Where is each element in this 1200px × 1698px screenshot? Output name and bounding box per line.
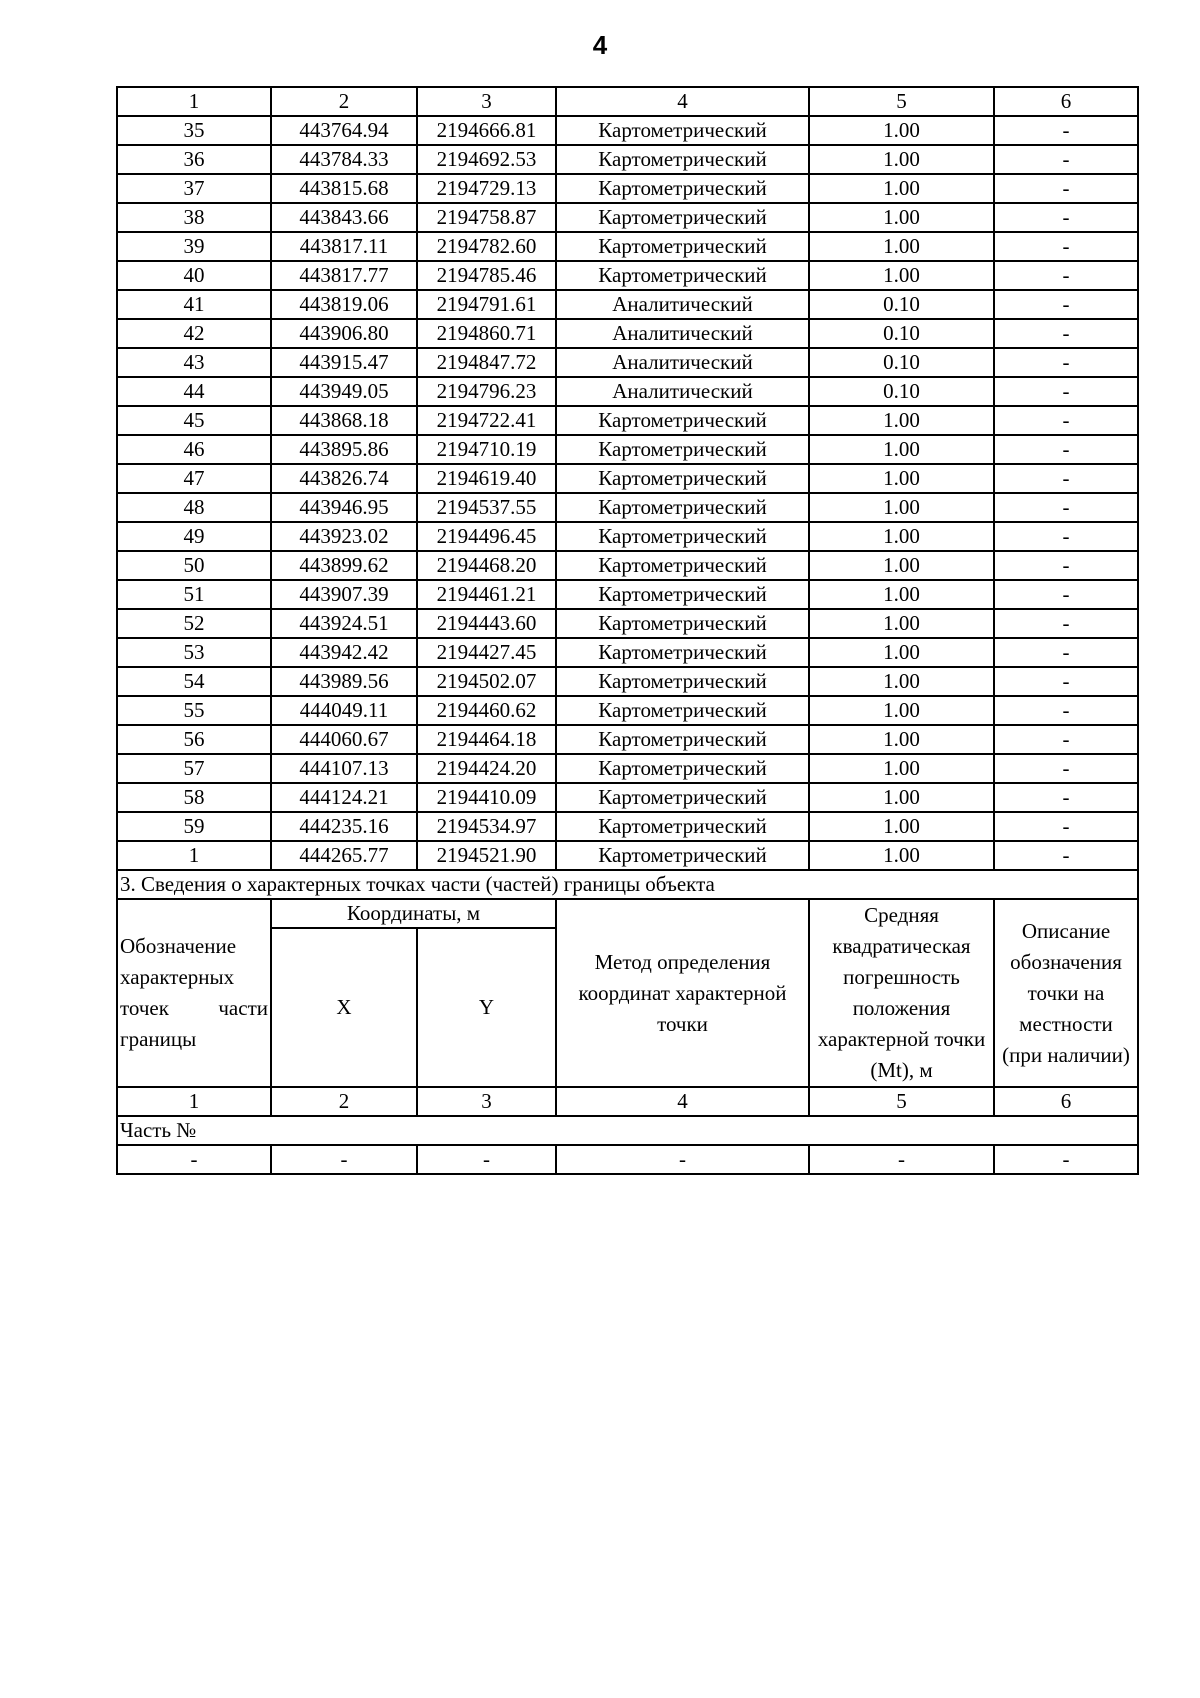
- table-row: [117, 261, 1138, 290]
- method-cell: Картометрический: [556, 841, 809, 870]
- x-coordinate-cell: 444060.67: [271, 725, 417, 754]
- x-coordinate-cell: 443895.86: [271, 435, 417, 464]
- x-header: X: [271, 928, 417, 1087]
- mt-cell: 1.00: [809, 696, 994, 725]
- point-number-cell: 35: [117, 116, 271, 145]
- y-coordinate-cell: 2194710.19: [417, 435, 556, 464]
- designation-word: точек: [120, 996, 169, 1020]
- table-row: [117, 812, 1138, 841]
- description-cell: -: [994, 754, 1138, 783]
- column-number: 2: [271, 87, 417, 116]
- description-cell: -: [994, 232, 1138, 261]
- mt-cell: 0.10: [809, 348, 994, 377]
- point-number-cell: 36: [117, 145, 271, 174]
- description-cell: -: [994, 638, 1138, 667]
- table-row: [117, 580, 1138, 609]
- y-coordinate-cell: 2194722.41: [417, 406, 556, 435]
- x-coordinate-cell: 443924.51: [271, 609, 417, 638]
- table-row: [117, 435, 1138, 464]
- column-number: 6: [994, 87, 1138, 116]
- y-coordinate-cell: 2194729.13: [417, 174, 556, 203]
- table-row: [117, 116, 1138, 145]
- table-row: [117, 551, 1138, 580]
- point-number-cell: 44: [117, 377, 271, 406]
- table-row: [117, 522, 1138, 551]
- point-number-cell: 55: [117, 696, 271, 725]
- description-cell: -: [994, 319, 1138, 348]
- point-number-cell: 52: [117, 609, 271, 638]
- method-cell: Аналитический: [556, 290, 809, 319]
- y-coordinate-cell: 2194468.20: [417, 551, 556, 580]
- method-header: Метод определения координат характерной точки: [556, 899, 809, 1087]
- table-row: [117, 290, 1138, 319]
- point-number-cell: 46: [117, 435, 271, 464]
- x-coordinate-cell: 443899.62: [271, 551, 417, 580]
- description-cell: -: [994, 783, 1138, 812]
- method-cell: Аналитический: [556, 377, 809, 406]
- description-cell: -: [994, 841, 1138, 870]
- y-coordinate-cell: 2194619.40: [417, 464, 556, 493]
- description-cell: -: [994, 290, 1138, 319]
- method-cell: Картометрический: [556, 783, 809, 812]
- x-coordinate-cell: 444049.11: [271, 696, 417, 725]
- table-row: [117, 754, 1138, 783]
- point-number-cell: 56: [117, 725, 271, 754]
- description-cell: -: [994, 261, 1138, 290]
- description-cell: -: [994, 203, 1138, 232]
- method-cell: Картометрический: [556, 145, 809, 174]
- table-row: [117, 464, 1138, 493]
- part-label-row: [117, 1116, 1138, 1145]
- description-cell: -: [994, 116, 1138, 145]
- description-cell: -: [994, 522, 1138, 551]
- y-coordinate-cell: 2194847.72: [417, 348, 556, 377]
- y-coordinate-cell: 2194502.07: [417, 667, 556, 696]
- mt-cell: 1.00: [809, 812, 994, 841]
- x-coordinate-cell: 443907.39: [271, 580, 417, 609]
- description-cell: -: [994, 696, 1138, 725]
- method-cell: Картометрический: [556, 812, 809, 841]
- mt-cell: 0.10: [809, 290, 994, 319]
- mt-cell: 1.00: [809, 783, 994, 812]
- x-coordinate-cell: 444124.21: [271, 783, 417, 812]
- description-cell: -: [994, 580, 1138, 609]
- y-coordinate-cell: 2194692.53: [417, 145, 556, 174]
- y-coordinate-cell: 2194791.61: [417, 290, 556, 319]
- table-row: [117, 174, 1138, 203]
- x-coordinate-cell: 443942.42: [271, 638, 417, 667]
- y-coordinate-cell: 2194424.20: [417, 754, 556, 783]
- x-coordinate-cell: 443915.47: [271, 348, 417, 377]
- method-cell: Картометрический: [556, 261, 809, 290]
- table-row: [117, 667, 1138, 696]
- designation-word: части: [218, 996, 268, 1020]
- designation-line: [120, 993, 268, 1024]
- point-number-cell: 47: [117, 464, 271, 493]
- method-cell: Картометрический: [556, 609, 809, 638]
- y-coordinate-cell: 2194521.90: [417, 841, 556, 870]
- table-row: [117, 609, 1138, 638]
- column-number: 4: [556, 87, 809, 116]
- description-cell: -: [994, 667, 1138, 696]
- table-row: [117, 493, 1138, 522]
- table-row: [117, 725, 1138, 754]
- point-number-cell: 58: [117, 783, 271, 812]
- mt-cell: 1.00: [809, 638, 994, 667]
- point-number-cell: 50: [117, 551, 271, 580]
- column-number: 5: [809, 1087, 994, 1116]
- mt-cell: 1.00: [809, 464, 994, 493]
- column-number: 5: [809, 87, 994, 116]
- point-number-cell: 40: [117, 261, 271, 290]
- x-coordinate-cell: 443819.06: [271, 290, 417, 319]
- table-row: [117, 145, 1138, 174]
- boundary-points-table: [116, 86, 1139, 1175]
- mt-cell: 0.10: [809, 377, 994, 406]
- part-cell: -: [117, 1145, 271, 1174]
- column-number: 2: [271, 1087, 417, 1116]
- part-cell: -: [994, 1145, 1138, 1174]
- x-coordinate-cell: 443817.77: [271, 261, 417, 290]
- mt-cell: 1.00: [809, 725, 994, 754]
- part-label: Часть №: [117, 1116, 1138, 1145]
- method-cell: Аналитический: [556, 319, 809, 348]
- designation-header: [117, 899, 271, 1087]
- method-cell: Картометрический: [556, 406, 809, 435]
- point-number-cell: 53: [117, 638, 271, 667]
- method-cell: Картометрический: [556, 116, 809, 145]
- designation-line: характерных: [120, 965, 235, 989]
- table-row: [117, 203, 1138, 232]
- y-coordinate-cell: 2194796.23: [417, 377, 556, 406]
- method-cell: Картометрический: [556, 435, 809, 464]
- designation-line: Обозначение: [120, 934, 237, 958]
- x-coordinate-cell: 444265.77: [271, 841, 417, 870]
- part-cell: -: [556, 1145, 809, 1174]
- method-cell: Картометрический: [556, 551, 809, 580]
- point-number-cell: 49: [117, 522, 271, 551]
- mt-cell: 1.00: [809, 145, 994, 174]
- desc-header: Описание обозначения точки на местности (при наличии): [994, 899, 1138, 1087]
- mt-cell: 1.00: [809, 232, 994, 261]
- table-row: [117, 377, 1138, 406]
- method-cell: Картометрический: [556, 522, 809, 551]
- part-cell: -: [271, 1145, 417, 1174]
- y-coordinate-cell: 2194410.09: [417, 783, 556, 812]
- mt-cell: 1.00: [809, 754, 994, 783]
- mt-cell: 1.00: [809, 116, 994, 145]
- point-number-cell: 51: [117, 580, 271, 609]
- y-coordinate-cell: 2194860.71: [417, 319, 556, 348]
- description-cell: -: [994, 406, 1138, 435]
- mt-header: Средняя квадратическая погрешность положения характерной точки (Mt), м: [809, 899, 994, 1087]
- part-cell: -: [809, 1145, 994, 1174]
- description-cell: -: [994, 145, 1138, 174]
- point-number-cell: 54: [117, 667, 271, 696]
- description-cell: -: [994, 174, 1138, 203]
- column-number-row: [117, 87, 1138, 116]
- mt-cell: 1.00: [809, 841, 994, 870]
- x-coordinate-cell: 443923.02: [271, 522, 417, 551]
- mt-cell: 1.00: [809, 174, 994, 203]
- mt-cell: 1.00: [809, 493, 994, 522]
- x-coordinate-cell: 443843.66: [271, 203, 417, 232]
- table-row: [117, 696, 1138, 725]
- x-coordinate-cell: 443949.05: [271, 377, 417, 406]
- table-row: [117, 319, 1138, 348]
- method-cell: Картометрический: [556, 696, 809, 725]
- x-coordinate-cell: 443817.11: [271, 232, 417, 261]
- coordinates-header: Координаты, м: [271, 899, 556, 928]
- table-row: [117, 232, 1138, 261]
- y-coordinate-cell: 2194443.60: [417, 609, 556, 638]
- page-number: 4: [592, 30, 608, 60]
- x-coordinate-cell: 443764.94: [271, 116, 417, 145]
- method-cell: Картометрический: [556, 174, 809, 203]
- y-coordinate-cell: 2194461.21: [417, 580, 556, 609]
- section3-column-number-row: [117, 1087, 1138, 1116]
- x-coordinate-cell: 443868.18: [271, 406, 417, 435]
- method-cell: Картометрический: [556, 638, 809, 667]
- y-header: Y: [417, 928, 556, 1087]
- point-number-cell: 39: [117, 232, 271, 261]
- point-number-cell: 38: [117, 203, 271, 232]
- table-row: [117, 348, 1138, 377]
- description-cell: -: [994, 609, 1138, 638]
- section3-title: 3. Сведения о характерных точках части (частей) границы объекта: [117, 870, 1138, 899]
- description-cell: -: [994, 464, 1138, 493]
- designation-line: границы: [120, 1027, 197, 1051]
- x-coordinate-cell: 444107.13: [271, 754, 417, 783]
- x-coordinate-cell: 443826.74: [271, 464, 417, 493]
- mt-cell: 1.00: [809, 261, 994, 290]
- point-number-cell: 1: [117, 841, 271, 870]
- point-number-cell: 59: [117, 812, 271, 841]
- mt-cell: 1.00: [809, 522, 994, 551]
- method-cell: Картометрический: [556, 493, 809, 522]
- y-coordinate-cell: 2194496.45: [417, 522, 556, 551]
- y-coordinate-cell: 2194666.81: [417, 116, 556, 145]
- description-cell: -: [994, 493, 1138, 522]
- x-coordinate-cell: 443815.68: [271, 174, 417, 203]
- column-number: 4: [556, 1087, 809, 1116]
- mt-cell: 1.00: [809, 203, 994, 232]
- table-row: [117, 783, 1138, 812]
- y-coordinate-cell: 2194782.60: [417, 232, 556, 261]
- y-coordinate-cell: 2194537.55: [417, 493, 556, 522]
- table-row: [117, 406, 1138, 435]
- description-cell: -: [994, 377, 1138, 406]
- point-number-cell: 57: [117, 754, 271, 783]
- column-number: 3: [417, 87, 556, 116]
- x-coordinate-cell: 443989.56: [271, 667, 417, 696]
- y-coordinate-cell: 2194460.62: [417, 696, 556, 725]
- y-coordinate-cell: 2194534.97: [417, 812, 556, 841]
- section3-header-row-1: [117, 899, 1138, 928]
- method-cell: Картометрический: [556, 754, 809, 783]
- x-coordinate-cell: 443906.80: [271, 319, 417, 348]
- point-number-cell: 48: [117, 493, 271, 522]
- x-coordinate-cell: 443784.33: [271, 145, 417, 174]
- table-row: [117, 841, 1138, 870]
- method-cell: Аналитический: [556, 348, 809, 377]
- mt-cell: 1.00: [809, 406, 994, 435]
- description-cell: -: [994, 551, 1138, 580]
- method-cell: Картометрический: [556, 464, 809, 493]
- part-cell: -: [417, 1145, 556, 1174]
- y-coordinate-cell: 2194758.87: [417, 203, 556, 232]
- point-number-cell: 43: [117, 348, 271, 377]
- description-cell: -: [994, 348, 1138, 377]
- column-number: 6: [994, 1087, 1138, 1116]
- y-coordinate-cell: 2194427.45: [417, 638, 556, 667]
- section3-title-row: [117, 870, 1138, 899]
- mt-cell: 1.00: [809, 551, 994, 580]
- method-cell: Картометрический: [556, 667, 809, 696]
- mt-cell: 1.00: [809, 435, 994, 464]
- method-cell: Картометрический: [556, 725, 809, 754]
- column-number: 1: [117, 1087, 271, 1116]
- x-coordinate-cell: 444235.16: [271, 812, 417, 841]
- description-cell: -: [994, 812, 1138, 841]
- y-coordinate-cell: 2194785.46: [417, 261, 556, 290]
- method-cell: Картометрический: [556, 203, 809, 232]
- part-data-row: [117, 1145, 1138, 1174]
- method-cell: Картометрический: [556, 232, 809, 261]
- mt-cell: 1.00: [809, 667, 994, 696]
- point-number-cell: 45: [117, 406, 271, 435]
- table-row: [117, 638, 1138, 667]
- mt-cell: 1.00: [809, 580, 994, 609]
- method-cell: Картометрический: [556, 580, 809, 609]
- mt-cell: 1.00: [809, 609, 994, 638]
- x-coordinate-cell: 443946.95: [271, 493, 417, 522]
- point-number-cell: 41: [117, 290, 271, 319]
- mt-cell: 0.10: [809, 319, 994, 348]
- description-cell: -: [994, 435, 1138, 464]
- column-number: 1: [117, 87, 271, 116]
- description-cell: -: [994, 725, 1138, 754]
- y-coordinate-cell: 2194464.18: [417, 725, 556, 754]
- point-number-cell: 37: [117, 174, 271, 203]
- point-number-cell: 42: [117, 319, 271, 348]
- column-number: 3: [417, 1087, 556, 1116]
